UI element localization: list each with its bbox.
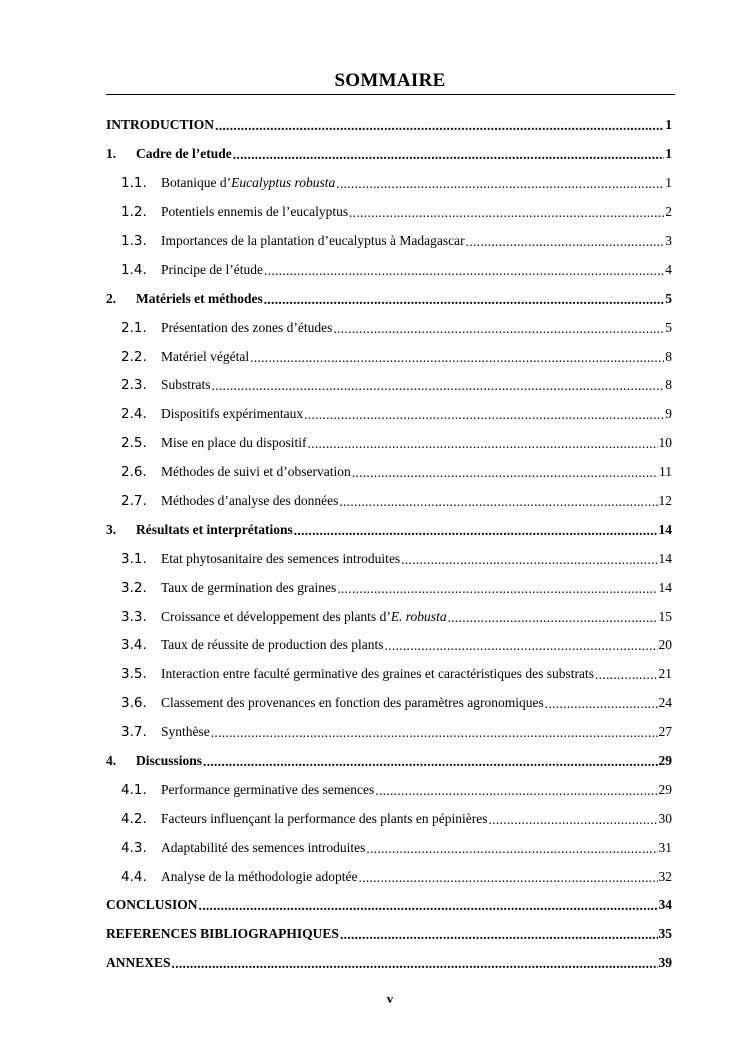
- toc-entry-label: [161, 869, 357, 885]
- toc-entry-page: 39: [658, 955, 672, 971]
- toc-entry-page: 8: [665, 348, 672, 364]
- toc-leader-dots: [215, 121, 664, 135]
- toc-entry-page: 4: [665, 261, 672, 277]
- toc-entry-label: [161, 204, 348, 220]
- toc-entry-label: [161, 493, 338, 509]
- toc-entry-label-text: Méthodes d’analyse des données: [161, 493, 339, 509]
- toc-subsection-entry[interactable]: [106, 487, 672, 516]
- toc-entry-page: 3: [665, 233, 672, 248]
- toc-section-entry[interactable]: [106, 891, 672, 920]
- toc-entry-number: 1.4.: [121, 261, 147, 278]
- toc-entry-page: 29: [658, 781, 672, 797]
- page-title: SOMMAIRE: [334, 70, 446, 91]
- toc-section-entry[interactable]: [106, 949, 672, 978]
- page-number-footer: v: [386, 991, 394, 1006]
- toc-entry-label: [161, 609, 447, 625]
- toc-entry-number: 2.1.: [121, 319, 147, 336]
- toc-leader-dots: [352, 468, 658, 482]
- toc-entry-label: [161, 406, 303, 422]
- toc-entry-page: 1: [665, 146, 672, 162]
- toc-subsection-entry[interactable]: [106, 804, 672, 833]
- toc-entry-page: 34: [658, 897, 672, 913]
- toc-entry-label-text: Interaction entre faculté germinative des graines et caractéristiques des substrats: [161, 666, 594, 682]
- toc-entry-page: 15: [658, 608, 672, 624]
- toc-leader-dots: [595, 670, 658, 684]
- toc-entry-label: [161, 637, 384, 653]
- toc-entry-label-text: REFERENCES BIBLIOGRAPHIQUES: [106, 926, 339, 942]
- toc-entry-number: 4.: [106, 753, 117, 769]
- toc-leader-dots: [307, 439, 657, 453]
- toc-entry-page: 5: [665, 290, 672, 306]
- toc-subsection-entry[interactable]: [106, 544, 672, 573]
- toc-entry-label-text: Substrats: [161, 377, 211, 393]
- toc-entry-page: 12: [658, 493, 672, 509]
- toc-entry-page: 14: [658, 521, 672, 537]
- toc-entry-label: [106, 897, 198, 913]
- toc-subsection-entry[interactable]: [106, 631, 672, 660]
- toc-entry-number: 3.7.: [121, 724, 147, 741]
- toc-subsection-entry[interactable]: [106, 342, 672, 371]
- toc-subsection-entry[interactable]: [106, 371, 672, 400]
- toc-entry-label-text: Dispositifs expérimentaux: [161, 406, 304, 422]
- toc-subsection-entry[interactable]: [106, 573, 672, 602]
- toc-entry-page: 29: [658, 753, 672, 769]
- toc-entry-page: 2: [665, 204, 672, 220]
- toc-section-entry[interactable]: [106, 747, 672, 776]
- title-underline: [106, 94, 675, 95]
- toc-entry-number: 2.: [106, 290, 117, 306]
- toc-entry-page: 10: [658, 435, 672, 451]
- toc-leader-dots: [203, 757, 657, 771]
- toc-leader-dots: [337, 584, 657, 598]
- toc-entry-label-text: Potentiels ennemis de l’eucalyptus: [161, 204, 349, 220]
- toc-leader-dots: [349, 208, 664, 222]
- toc-subsection-entry[interactable]: [106, 833, 672, 862]
- toc-section-entry[interactable]: [106, 140, 672, 169]
- toc-entry-label-text: Principe de l’étude: [161, 261, 263, 277]
- toc-subsection-entry[interactable]: [106, 862, 672, 891]
- toc-entry-label-text: Croissance et développement des plants d’: [161, 608, 391, 624]
- toc-entry-page: 14: [658, 579, 672, 595]
- toc-leader-dots: [339, 497, 657, 511]
- toc-entry-label: [161, 233, 465, 249]
- toc-subsection-entry[interactable]: [106, 255, 672, 284]
- toc-leader-dots: [385, 641, 658, 655]
- toc-leader-dots: [264, 266, 664, 280]
- toc-entry-label-text: Discussions: [136, 753, 203, 769]
- toc-entry-label-text: INTRODUCTION: [106, 117, 215, 133]
- toc-entry-number: 4.2.: [121, 810, 147, 827]
- toc-leader-dots: [211, 728, 658, 742]
- toc-entry-label: [161, 811, 488, 827]
- toc-entry-label-text: Analyse de la méthodologie adoptée: [161, 868, 358, 884]
- toc-entry-label: [161, 349, 249, 365]
- toc-entry-label: [161, 551, 400, 567]
- toc-entry-label: [161, 840, 365, 856]
- toc-entry-label: [106, 117, 214, 133]
- toc-entry-page: 1: [665, 117, 672, 133]
- toc-subsection-entry[interactable]: [106, 660, 672, 689]
- toc-leader-dots: [336, 179, 664, 193]
- toc-entry-label-text: Performance germinative des semences: [161, 781, 375, 797]
- toc-entry-page: 11: [659, 464, 672, 480]
- toc-entry-label-text: Facteurs influençant la performance des plants en pépinières: [161, 810, 488, 826]
- toc-leader-dots: [212, 381, 665, 395]
- toc-entry-label: [161, 320, 332, 336]
- toc-leader-dots: [340, 930, 658, 944]
- toc-entry-label-text: ANNEXES: [106, 955, 171, 971]
- toc-entry-label: [161, 464, 351, 480]
- toc-entry-page: 27: [658, 724, 672, 740]
- toc-entry-page: 9: [665, 406, 672, 422]
- toc-entry-number: 4.3.: [121, 839, 147, 856]
- toc-entry-page: 21: [658, 666, 672, 682]
- toc-entry-label-text: Etat phytosanitaire des semences introduites: [161, 550, 401, 566]
- toc-subsection-entry[interactable]: [106, 198, 672, 227]
- toc-entry-number: 3.6.: [121, 695, 147, 712]
- toc-leader-dots: [264, 295, 665, 309]
- toc-subsection-entry[interactable]: [106, 227, 672, 256]
- toc-leader-dots: [250, 353, 664, 367]
- toc-entry-label-text: Taux de réussite de production des plants: [161, 637, 384, 653]
- toc-entry-number: 1.2.: [121, 204, 147, 221]
- toc-entry-page: 14: [658, 550, 672, 566]
- toc-entry-number: 3.1.: [121, 550, 147, 567]
- toc-entry-number: 2.5.: [121, 435, 147, 452]
- toc-entry-number: 2.6.: [121, 464, 147, 481]
- toc-entry-label-text: CONCLUSION: [106, 897, 198, 913]
- toc-entry-page: 32: [658, 868, 672, 884]
- toc-entry-label-text: Taux de germination des graines: [161, 579, 337, 595]
- toc-leader-dots: [489, 815, 658, 829]
- toc-subsection-entry[interactable]: [106, 313, 672, 342]
- toc-subsection-entry[interactable]: [106, 689, 672, 718]
- toc-entry-label-italic: E. robusta: [390, 608, 447, 624]
- toc-entry-number: 4.4.: [121, 868, 147, 885]
- toc-leader-dots: [545, 699, 658, 713]
- toc-entry-number: 2.3.: [121, 377, 147, 394]
- toc-entry-page: 5: [665, 319, 672, 335]
- toc-section-entry[interactable]: [106, 284, 672, 313]
- toc-entry-page: 20: [658, 637, 672, 653]
- toc-entry-label-italic: Eucalyptus robusta: [231, 175, 336, 191]
- table-of-contents: [106, 111, 672, 978]
- toc-entry-number: 2.4.: [121, 406, 147, 423]
- toc-section-entry[interactable]: [106, 920, 672, 949]
- toc-entry-label: [106, 926, 339, 942]
- toc-entry-label: [161, 782, 374, 798]
- toc-entry-label: [161, 580, 336, 596]
- toc-leader-dots: [366, 844, 657, 858]
- toc-entry-label: [136, 291, 263, 307]
- toc-subsection-entry[interactable]: [106, 602, 672, 631]
- toc-leader-dots: [401, 555, 657, 569]
- toc-entry-label: [161, 175, 335, 191]
- toc-entry-page: 31: [658, 839, 672, 855]
- toc-entry-number: 2.2.: [121, 348, 147, 365]
- toc-entry-label: [161, 695, 544, 711]
- toc-entry-label-text: Présentation des zones d’études: [161, 319, 333, 335]
- toc-entry-label: [161, 724, 210, 740]
- toc-entry-page: 8: [665, 377, 672, 393]
- toc-subsection-entry[interactable]: [106, 775, 672, 804]
- toc-entry-label-text: Matériels et méthodes: [136, 290, 263, 306]
- toc-entry-number: 3.3.: [121, 608, 147, 625]
- toc-entry-label-text: Matériel végétal: [161, 348, 250, 364]
- toc-entry-number: 1.1.: [121, 175, 147, 192]
- toc-entry-label-text: Méthodes de suivi et d’observation: [161, 464, 351, 480]
- toc-entry-label-text: Importances de la plantation d’eucalyptus à Madagascar: [161, 233, 465, 248]
- toc-section-entry[interactable]: [106, 515, 672, 544]
- toc-section-entry[interactable]: [106, 111, 672, 140]
- toc-entry-label: [161, 435, 306, 451]
- toc-entry-label-text: Synthèse: [161, 724, 210, 740]
- toc-entry-label: [136, 522, 293, 538]
- toc-entry-label: [161, 666, 594, 682]
- toc-leader-dots: [466, 237, 665, 251]
- toc-entry-number: 3.4.: [121, 637, 147, 654]
- toc-leader-dots: [448, 613, 658, 627]
- toc-leader-dots: [304, 410, 664, 424]
- toc-entry-label-text: Botanique d’: [161, 175, 232, 191]
- toc-entry-number: 1.3.: [121, 233, 147, 249]
- toc-entry-label: [136, 753, 202, 769]
- toc-entry-label: [136, 146, 232, 162]
- toc-leader-dots: [172, 959, 658, 973]
- toc-leader-dots: [375, 786, 657, 800]
- toc-entry-label-text: Classement des provenances en fonction des paramètres agronomiques: [161, 695, 544, 711]
- toc-subsection-entry[interactable]: [106, 429, 672, 458]
- toc-entry-number: 3.5.: [121, 666, 147, 683]
- toc-entry-label-text: Adaptabilité des semences introduites: [161, 839, 366, 855]
- toc-subsection-entry[interactable]: [106, 169, 672, 198]
- toc-entry-label-text: Mise en place du dispositif: [161, 435, 307, 451]
- toc-entry-number: 4.1.: [121, 781, 147, 798]
- toc-entry-page: 35: [658, 926, 672, 942]
- toc-entry-label-text: Résultats et interprétations: [136, 521, 293, 537]
- toc-entry-number: 3.: [106, 521, 117, 537]
- toc-entry-page: 1: [665, 175, 672, 191]
- toc-entry-page: 24: [658, 695, 672, 711]
- toc-entry-number: 3.2.: [121, 579, 147, 596]
- toc-entry-label: [106, 955, 171, 971]
- toc-leader-dots: [358, 873, 657, 887]
- toc-entry-label: [161, 262, 263, 278]
- toc-subsection-entry[interactable]: [106, 718, 672, 747]
- toc-subsection-entry[interactable]: [106, 400, 672, 429]
- toc-entry-label: [161, 377, 211, 393]
- toc-entry-label-text: Cadre de l’etude: [136, 146, 232, 162]
- toc-leader-dots: [294, 526, 658, 540]
- toc-entry-page: 30: [658, 810, 672, 826]
- toc-subsection-entry[interactable]: [106, 458, 672, 487]
- toc-leader-dots: [199, 901, 658, 915]
- toc-entry-number: 1.: [106, 146, 117, 162]
- toc-entry-number: 2.7.: [121, 493, 147, 510]
- toc-leader-dots: [333, 324, 664, 338]
- toc-leader-dots: [233, 150, 665, 164]
